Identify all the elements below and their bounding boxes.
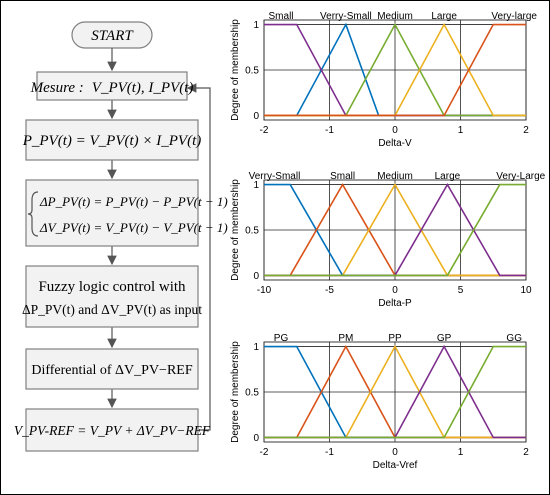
fuzzy-control-line2: ΔP_PV(t) and ΔV_PV(t) as input [21, 302, 203, 317]
y-tick-label: 0.5 [245, 65, 259, 77]
x-tick-label: 10 [520, 285, 532, 296]
x-tick-label: 1 [457, 125, 464, 136]
chart-delta-vref [228, 328, 543, 478]
delta-calc-box [26, 180, 198, 246]
membership-label: GG [506, 333, 522, 344]
chart-delta-p [228, 166, 546, 316]
x-tick-label: -5 [325, 285, 334, 296]
x-axis-label: Delta-P [378, 298, 412, 309]
x-tick-label: 1 [457, 447, 464, 458]
differential-text: Differential of ΔV_PV−REF [31, 363, 193, 378]
y-tick-label: 0.5 [245, 387, 259, 399]
y-axis-label: Degree of membership [230, 179, 241, 281]
start-label: START [91, 28, 133, 44]
delta-power-equation: ΔP_PV(t) = P_PV(t) − P_PV(t − 1) [40, 194, 228, 209]
membership-label: Verry-Small [320, 11, 372, 22]
membership-label: GP [436, 333, 452, 344]
delta-voltage-equation: ΔV_PV(t) = V_PV(t) − V_PV(t − 1) [40, 220, 228, 235]
vref-update-text: V_PV-REF = V_PV + ΔV_PV−REF [13, 423, 211, 438]
membership-label: PP [388, 333, 402, 344]
membership-label: Large [431, 11, 457, 22]
membership-label: Medium [377, 171, 413, 182]
x-axis-label: Delta-Vref [372, 460, 418, 471]
x-axis-label: Delta-V [378, 138, 412, 149]
x-tick-label: 5 [457, 285, 464, 296]
chart-delta-v [228, 6, 543, 156]
y-tick-label: 0.5 [245, 225, 259, 237]
membership-label: Medium [377, 11, 413, 22]
x-tick-label: 0 [392, 125, 398, 136]
y-tick-label: 1 [253, 20, 259, 32]
y-axis-label: Degree of membership [230, 341, 241, 443]
membership-label: Large [434, 171, 461, 182]
membership-label: PM [338, 333, 354, 344]
membership-label: Very-large [491, 11, 537, 22]
x-tick-label: -1 [325, 125, 334, 136]
x-tick-label: 0 [392, 447, 398, 458]
x-tick-label: -1 [325, 447, 334, 458]
y-tick-label: 0 [253, 432, 259, 444]
x-tick-label: -2 [259, 125, 269, 136]
y-tick-label: 0 [253, 270, 259, 282]
power-calc-text: P_PV(t) = V_PV(t) × I_PV(t) [22, 133, 202, 149]
x-tick-label: 0 [392, 285, 398, 296]
fuzzy-control-box [26, 266, 198, 327]
y-axis-label: Degree of membership [230, 19, 241, 121]
membership-label: Verry-Small [248, 171, 301, 182]
membership-label: Small [330, 171, 356, 182]
fuzzy-control-line1: Fuzzy logic control with [38, 279, 186, 295]
membership-label: Very-Large [496, 171, 546, 182]
x-tick-label: 2 [523, 447, 529, 458]
x-tick-label: -2 [259, 447, 269, 458]
x-tick-label: -10 [256, 285, 272, 296]
membership-label: PG [273, 333, 289, 344]
y-tick-label: 1 [253, 180, 259, 192]
y-tick-label: 0 [253, 110, 259, 122]
y-tick-label: 1 [253, 342, 259, 354]
membership-label: Small [268, 11, 294, 22]
measure-text: Mesure : V_PV(t), I_PV(t) [30, 80, 194, 96]
x-tick-label: 2 [523, 125, 529, 136]
